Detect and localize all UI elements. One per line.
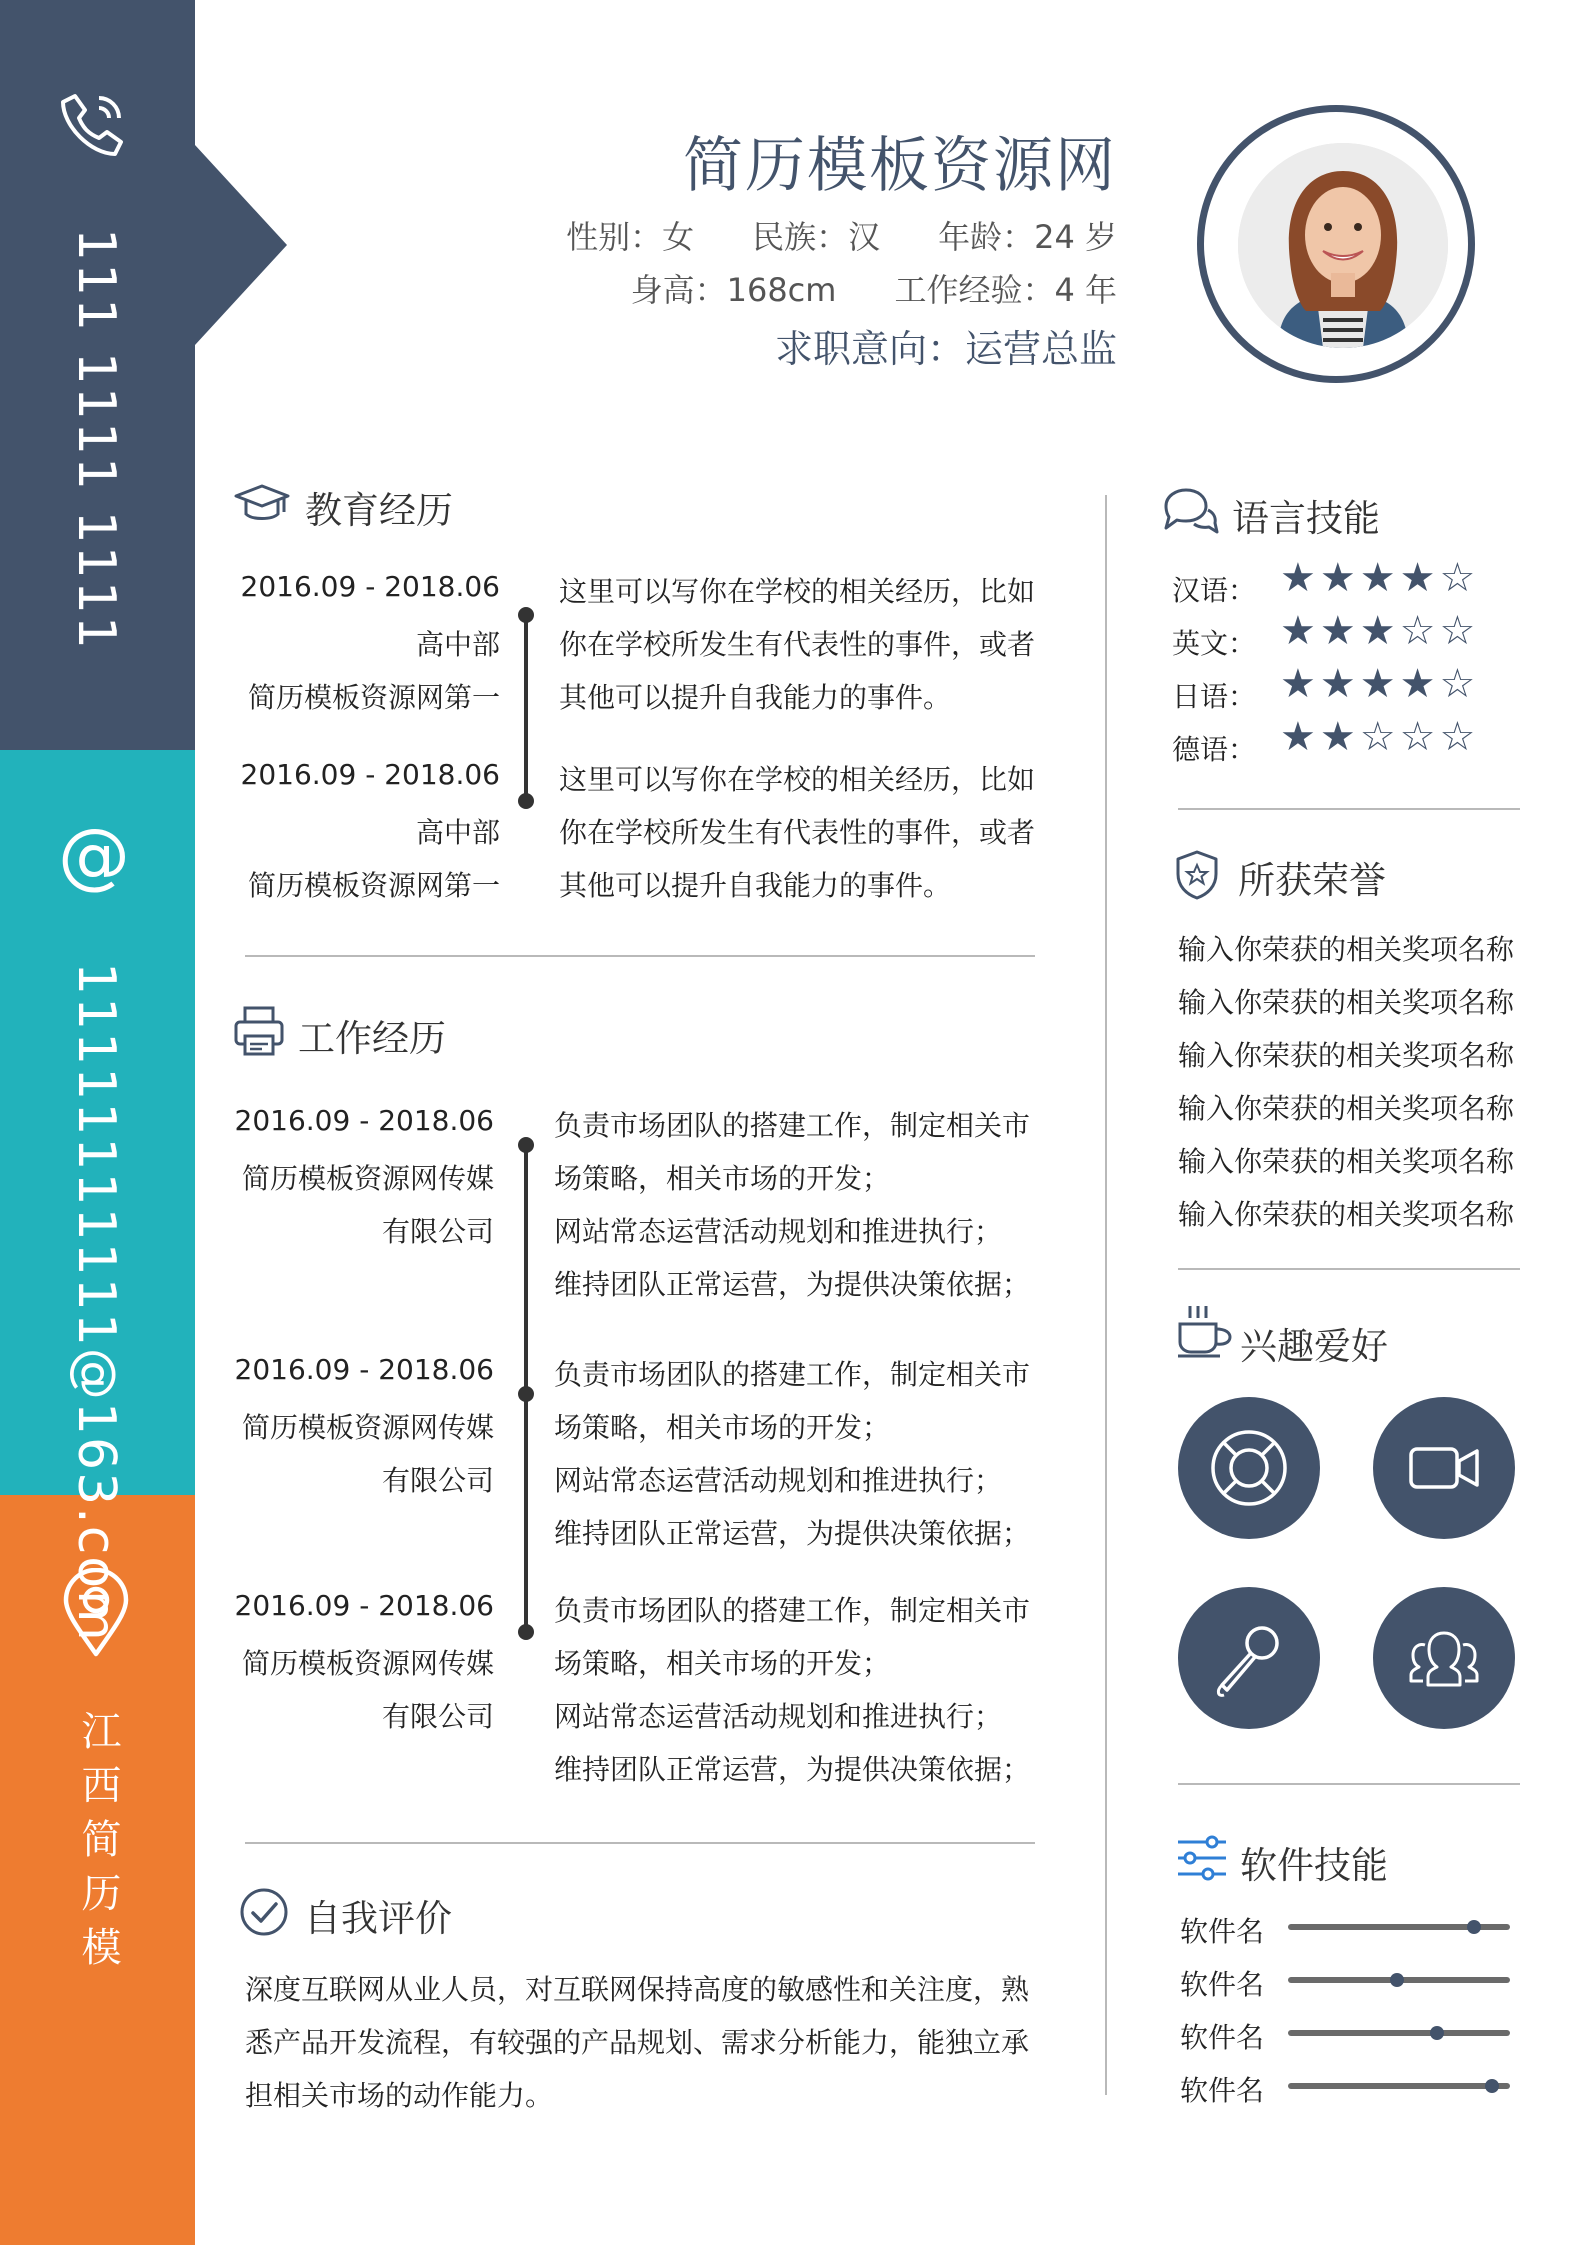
software-level-bar	[1288, 2030, 1510, 2036]
work-company: 简历模板资源网传媒	[241, 1162, 494, 1195]
honor-item: 输入你荣获的相关奖项名称	[1178, 1039, 1515, 1072]
phone-number[interactable]: 111 1111 1111	[66, 228, 126, 651]
email-address[interactable]: 11111111111@163.com	[66, 962, 126, 1643]
education-school: 简历模板资源网第一	[247, 869, 500, 902]
hobby-badge	[1178, 1397, 1320, 1539]
language-name: 日语：	[1172, 680, 1257, 713]
software-title: 软件技能	[1240, 1844, 1388, 1887]
timeline-dot	[518, 1386, 534, 1402]
language-rating: ★★★★☆	[1280, 555, 1480, 601]
self-evaluation-line: 深度互联网从业人员，对互联网保持高度的敏感性和关注度，熟	[245, 1973, 1030, 2006]
software-level-knob	[1430, 2026, 1444, 2040]
work-desc-line: 维持团队正常运营，为提供决策依据；	[554, 1753, 1031, 1786]
work-desc-line: 场策略，相关市场的开发；	[554, 1162, 891, 1195]
software-name: 软件名	[1180, 2074, 1265, 2107]
job-objective: 求职意向：运营总监	[774, 327, 1117, 371]
language-name: 德语：	[1172, 733, 1257, 766]
sliders-icon	[1174, 1832, 1230, 1884]
education-timeline	[524, 615, 528, 803]
printer-icon	[232, 1004, 286, 1058]
timeline-dot	[518, 793, 534, 809]
education-school: 简历模板资源网第一	[247, 681, 500, 714]
software-level-knob	[1390, 1973, 1404, 1987]
work-experience-years: 工作经验：4 年	[894, 271, 1117, 309]
location-pin-icon	[60, 1568, 132, 1658]
work-desc-line: 网站常态运营活动规划和推进执行；	[554, 1700, 1003, 1733]
education-desc-line: 其他可以提升自我能力的事件。	[559, 869, 952, 902]
work-date: 2016.09 - 2018.06	[234, 1589, 494, 1622]
work-desc-line: 负责市场团队的搭建工作，制定相关市	[554, 1358, 1031, 1391]
education-desc-line: 你在学校所发生有代表性的事件，或者	[559, 628, 1036, 661]
microphone-icon	[1178, 1587, 1320, 1729]
language-rating: ★★★☆☆	[1280, 608, 1480, 654]
work-company-suffix: 有限公司	[381, 1464, 494, 1497]
education-desc-line: 你在学校所发生有代表性的事件，或者	[559, 816, 1036, 849]
age: 年龄：24 岁	[938, 218, 1117, 256]
education-title: 教育经历	[305, 489, 453, 532]
svg-text:@: @	[58, 818, 130, 896]
hobby-badge	[1373, 1587, 1515, 1729]
software-level-knob	[1467, 1920, 1481, 1934]
section-divider	[1178, 1268, 1520, 1270]
honor-item: 输入你荣获的相关奖项名称	[1178, 1198, 1515, 1231]
software-level-knob	[1485, 2079, 1499, 2093]
shield-star-icon	[1172, 848, 1222, 902]
height: 身高：168cm	[630, 271, 837, 309]
work-desc-line: 场策略，相关市场的开发；	[554, 1647, 891, 1680]
ethnicity: 民族：汉	[752, 218, 881, 256]
timeline-dot	[518, 1137, 534, 1153]
hobby-badge	[1373, 1397, 1515, 1539]
self-evaluation-line: 担相关市场的动作能力。	[245, 2079, 554, 2112]
language-name: 英文：	[1172, 627, 1257, 660]
address: 江西简历模	[75, 1710, 121, 1980]
candidate-name: 简历模板资源网	[683, 131, 1117, 201]
honors-title: 所获荣誉	[1238, 859, 1386, 902]
work-desc-line: 场策略，相关市场的开发；	[554, 1411, 891, 1444]
basic-info-row-1	[508, 212, 1117, 258]
work-desc-line: 负责市场团队的搭建工作，制定相关市	[554, 1594, 1031, 1627]
column-divider	[1105, 495, 1107, 2095]
work-desc-line: 网站常态运营活动规划和推进执行；	[554, 1215, 1003, 1248]
software-name: 软件名	[1180, 2021, 1265, 2054]
group-icon	[1373, 1587, 1515, 1729]
hobbies-title: 兴趣爱好	[1240, 1325, 1388, 1368]
software-level-bar	[1288, 2083, 1510, 2089]
work-desc-line: 负责市场团队的搭建工作，制定相关市	[554, 1109, 1031, 1142]
language-rating: ★★★★☆	[1280, 661, 1480, 707]
lifebuoy-icon	[1178, 1397, 1320, 1539]
sidebar-arrow	[195, 145, 287, 345]
work-title: 工作经历	[298, 1017, 446, 1060]
honor-item: 输入你荣获的相关奖项名称	[1178, 1145, 1515, 1178]
honor-item: 输入你荣获的相关奖项名称	[1178, 1092, 1515, 1125]
profile-photo	[1238, 143, 1448, 348]
education-desc-line: 这里可以写你在学校的相关经历，比如	[559, 763, 1036, 796]
languages-title: 语言技能	[1232, 497, 1380, 540]
work-company-suffix: 有限公司	[381, 1215, 494, 1248]
graduation-cap-icon	[232, 480, 292, 524]
education-desc-line: 这里可以写你在学校的相关经历，比如	[559, 575, 1036, 608]
hobby-badge	[1178, 1587, 1320, 1729]
video-camera-icon	[1373, 1397, 1515, 1539]
education-level: 高中部	[415, 816, 500, 849]
work-date: 2016.09 - 2018.06	[234, 1353, 494, 1386]
self-evaluation-line: 悉产品开发流程，有较强的产品规划、需求分析能力，能独立承	[245, 2026, 1030, 2059]
software-name: 软件名	[1180, 1968, 1265, 2001]
work-company-suffix: 有限公司	[381, 1700, 494, 1733]
education-date: 2016.09 - 2018.06	[240, 570, 500, 603]
check-circle-icon	[238, 1886, 290, 1938]
work-date: 2016.09 - 2018.06	[234, 1104, 494, 1137]
work-company: 简历模板资源网传媒	[241, 1411, 494, 1444]
language-name: 汉语：	[1172, 574, 1257, 607]
language-rating: ★★☆☆☆	[1280, 714, 1480, 760]
education-level: 高中部	[415, 628, 500, 661]
coffee-cup-icon	[1176, 1302, 1234, 1358]
self-evaluation-title: 自我评价	[304, 1897, 452, 1940]
work-desc-line: 维持团队正常运营，为提供决策依据；	[554, 1517, 1031, 1550]
timeline-dot	[518, 1624, 534, 1640]
work-desc-line: 网站常态运营活动规划和推进执行；	[554, 1464, 1003, 1497]
education-date: 2016.09 - 2018.06	[240, 758, 500, 791]
work-desc-line: 维持团队正常运营，为提供决策依据；	[554, 1268, 1031, 1301]
education-desc-line: 其他可以提升自我能力的事件。	[559, 681, 952, 714]
section-divider	[245, 1842, 1035, 1844]
phone-icon	[55, 88, 129, 162]
honor-item: 输入你荣获的相关奖项名称	[1178, 933, 1515, 966]
timeline-dot	[518, 607, 534, 623]
gender: 性别：女	[566, 218, 695, 256]
software-name: 软件名	[1180, 1915, 1265, 1948]
section-divider	[1178, 808, 1520, 810]
chat-bubbles-icon	[1158, 484, 1220, 538]
at-sign-icon	[55, 818, 133, 896]
section-divider	[1178, 1783, 1520, 1785]
basic-info-row-2	[573, 265, 1117, 311]
honor-item: 输入你荣获的相关奖项名称	[1178, 986, 1515, 1019]
section-divider	[245, 955, 1035, 957]
work-company: 简历模板资源网传媒	[241, 1647, 494, 1680]
